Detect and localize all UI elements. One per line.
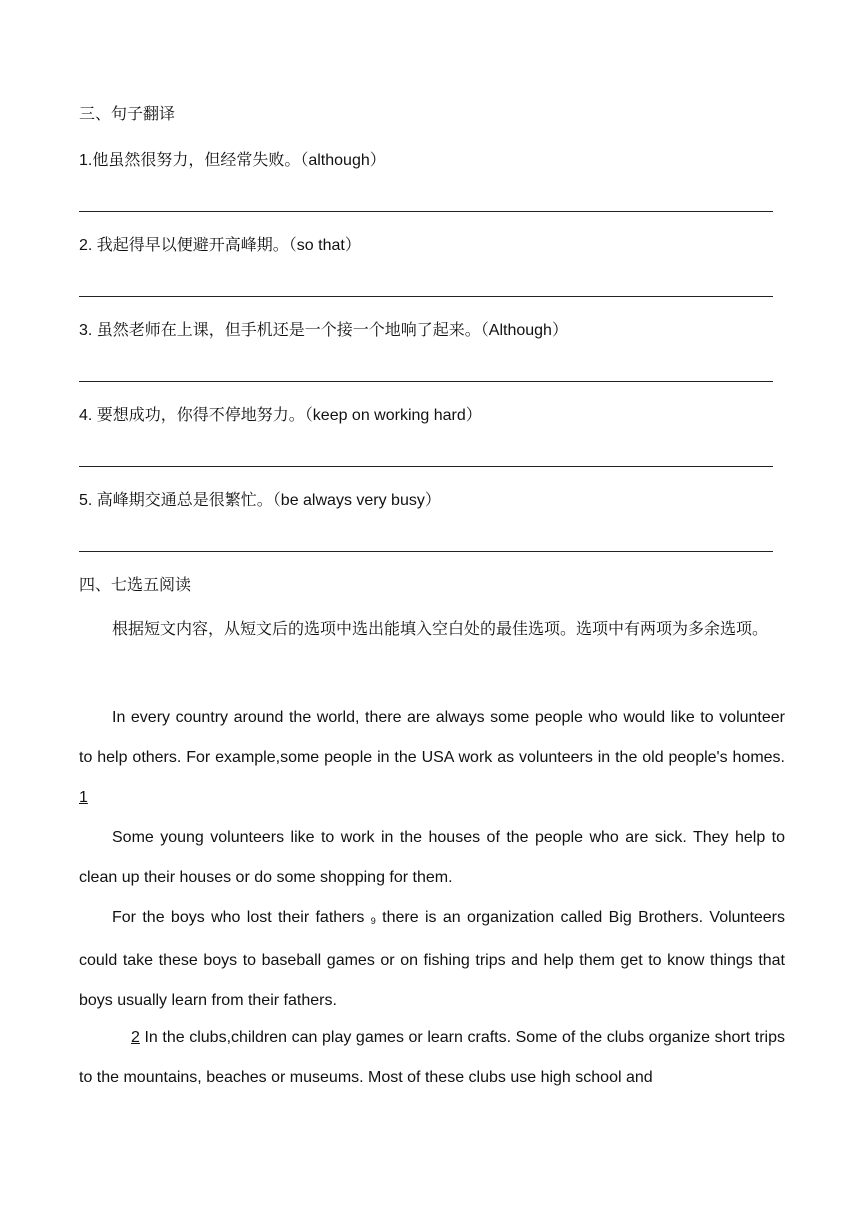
paragraph-3-text-a: For the boys who lost their fathers [112, 909, 365, 926]
translation-item-2: 2. 我起得早以便避开高峰期。（so that） [79, 237, 361, 254]
paragraph-3-mark: 9 [370, 916, 376, 926]
answer-line-4[interactable] [79, 466, 773, 467]
paragraph-4 [79, 1018, 785, 1098]
paragraph-2: Some young volunteers like to work in the houses of the people who are sick. They help to clean up their houses or do some shopping for them. [79, 829, 785, 886]
translation-item-1: 1.他虽然很努力，但经常失败。（although） [79, 152, 386, 169]
blank-1[interactable]: 1 [79, 789, 88, 806]
answer-line-3[interactable] [79, 381, 773, 382]
paragraph-3 [79, 898, 785, 1021]
section-4-heading: 四、七选五阅读 [79, 577, 192, 594]
answer-line-2[interactable] [79, 296, 773, 297]
paragraph-1-text: In every country around the world, there are always some people who would like to volunteer to help others. For example,some people in the USA work as volunteers in the old people's homes. [79, 709, 785, 766]
blank-2[interactable]: 2 [131, 1029, 140, 1046]
translation-item-3: 3. 虽然老师在上课，但手机还是一个接一个地响了起来。（Although） [79, 322, 568, 339]
paragraph-3-text-b: there is an organization called Big Brothers. Volunteers could take these boys to baseball games or on fishing trips and help them get to know things that boys usually learn from their fathers. [79, 909, 786, 1009]
translation-item-4: 4. 要想成功，你得不停地努力。（keep on working hard） [79, 407, 482, 424]
answer-line-5[interactable] [79, 551, 773, 552]
translation-item-5: 5. 高峰期交通总是很繁忙。（be always very busy） [79, 492, 441, 509]
section-3-heading: 三、句子翻译 [79, 106, 176, 123]
answer-line-1[interactable] [79, 211, 773, 212]
paragraph-1 [79, 698, 785, 818]
paragraph-4-text: In the clubs,children can play games or learn crafts. Some of the clubs organize short trips to the mountains, beaches or museums. Most of these clubs use high school and [79, 1029, 785, 1086]
reading-instruction: 根据短文内容，从短文后的选项中选出能填入空白处的最佳选项。选项中有两项为多余选项。 [112, 621, 769, 638]
